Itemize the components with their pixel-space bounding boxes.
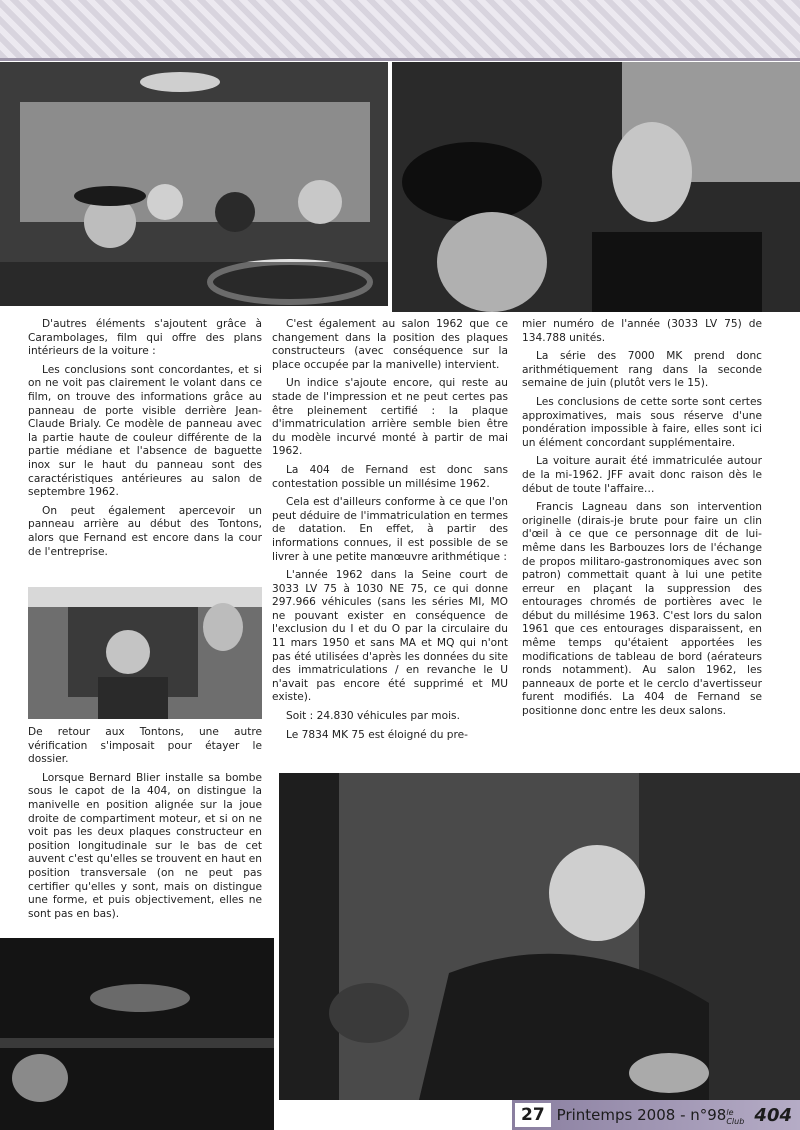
page-footer	[512, 1100, 800, 1130]
text-column-3	[522, 318, 762, 724]
paragraph: Soit : 24.830 véhicules par mois.	[286, 710, 460, 723]
decorative-header-band	[0, 0, 800, 61]
paragraph: Cela est d'ailleurs conforme à ce que l'on peut déduire de l'immatriculation en termes de datation. En effet, à partir des informations connues, il est possible de se livrer à une petite manœuvre arithmétique :	[272, 496, 508, 563]
paragraph: C'est également au salon 1962 que ce changement dans la position des plaques constructeurs (avec conséquence sur la place occupée par la manivelle) intervient.	[272, 318, 508, 371]
film-still-dark-table-glasses	[0, 938, 274, 1130]
paragraph: De retour aux Tontons, une autre vérification s'imposait pour étayer le dossier.	[28, 726, 262, 766]
text-column-1-lower	[28, 726, 262, 926]
club-404-logo	[726, 1105, 792, 1126]
paragraph: Lorsque Bernard Blier installe sa bombe sous le capot de la 404, on distingue la manivelle en position alignée sur la joue droite de compartiment moteur, et si on ne voit pas les deux plaques constructeur en position longitudinale sur le bas de cet auvent c'est qu'elles se trouvent en haut en position transversale (on ne peut pas certifier qu'elles y sont, mais on distingue une forme, et puis objectivement, elles ne sont pas en bas).	[28, 771, 262, 920]
paragraph: D'autres éléments s'ajoutent grâce à Carambolages, film qui offre des plans intérieurs de la voiture :	[28, 318, 262, 358]
text-column-1	[28, 318, 262, 564]
paragraph: La 404 de Fernand est donc sans contestation possible un millésime 1962.	[272, 463, 508, 490]
film-still-man-with-bomb	[279, 773, 800, 1100]
logo-small-text: le Club	[726, 1107, 745, 1126]
issue-label: Printemps 2008 - n°98	[556, 1106, 727, 1124]
page-number: 27	[515, 1103, 551, 1127]
film-still-car-interior-four-people	[0, 62, 388, 306]
paragraph: Un indice s'ajoute encore, qui reste au stade de l'impression et ne peut certes pas être pleinement certifié : la plaque d'immatriculation arrière semble bien être du modèle incurvé monté à partir de mai 1962.	[272, 377, 508, 458]
logo-big-text: 404	[754, 1104, 792, 1126]
paragraph: Francis Lagneau dans son intervention originelle (dirais-je brute pour faire un clin d'œil à ce que ce personnage dit de lui-même dans les Barbouzes lors de l'échange de propos militaro-gastronomiques avec son patron) commettait quant à lui une petite erreur en plaçant la suppression des entourages chromés de portières avec le début du millésime 1963. C'est lors du salon 1961 que ces entourages disparaissent, en même temps qu'étaient apportées les modifications de tableau de bord (aérateurs ronds notamment). Au salon 1962, les panneaux de porte et le cerclo d'avertisseur furent modifiés. La 404 de Fernand se positionne donc entre les deux salons.	[522, 501, 762, 718]
film-still-man-in-car-window	[28, 587, 262, 719]
paragraph: La série des 7000 MK prend donc arithmétiquement rang dans la seconde semaine de juin (plutôt vers le 15).	[522, 350, 762, 390]
paragraph: Le 7834 MK 75 est éloigné du pre-	[286, 728, 468, 741]
paragraph: mier numéro de l'année (3033 LV 75) de 134.788 unités.	[522, 318, 762, 344]
film-still-two-men-close-up	[392, 62, 800, 312]
paragraph: On peut également apercevoir un panneau arrière au début des Tontons, alors que Fernand est encore dans la cour de l'entreprise.	[28, 504, 262, 558]
text-column-2	[272, 318, 508, 747]
paragraph: Les conclusions sont concordantes, et si on ne voit pas clairement le volant dans ce film, on trouve des informations grâce au panneau de porte visible derrière Jean-Claude Brialy. Ce modèle de panneau avec la partie haute de couleur différente de la partie médiane et l'absence de baguette inox sur le haut du panneau sont des caractéristiques antérieures au salon de septembre 1962.	[28, 363, 262, 499]
paragraph: Les conclusions de cette sorte sont certes approximatives, mais sous réserve d'une pondération impossible à faire, elles sont ici un élément concordant supplémentaire.	[522, 395, 762, 449]
paragraph: L'année 1962 dans la Seine court de 3033 LV 75 à 1030 NE 75, ce qui donne 297.966 véhicules (sans les séries MI, MO ne pouvant exister en conséquence de l'exclusion du I et du O par la circulaire du 11 mars 1950 et sans MA et MQ qui n'ont pas été utilisées d'après les données du site des immatriculations / en revanche le U n'avait pas encore été supprimé et MU existe).	[272, 569, 508, 704]
paragraph: La voiture aurait été immatriculée autour de la mi-1962. JFF avait donc raison dès le début de toute l'affaire…	[522, 455, 762, 495]
